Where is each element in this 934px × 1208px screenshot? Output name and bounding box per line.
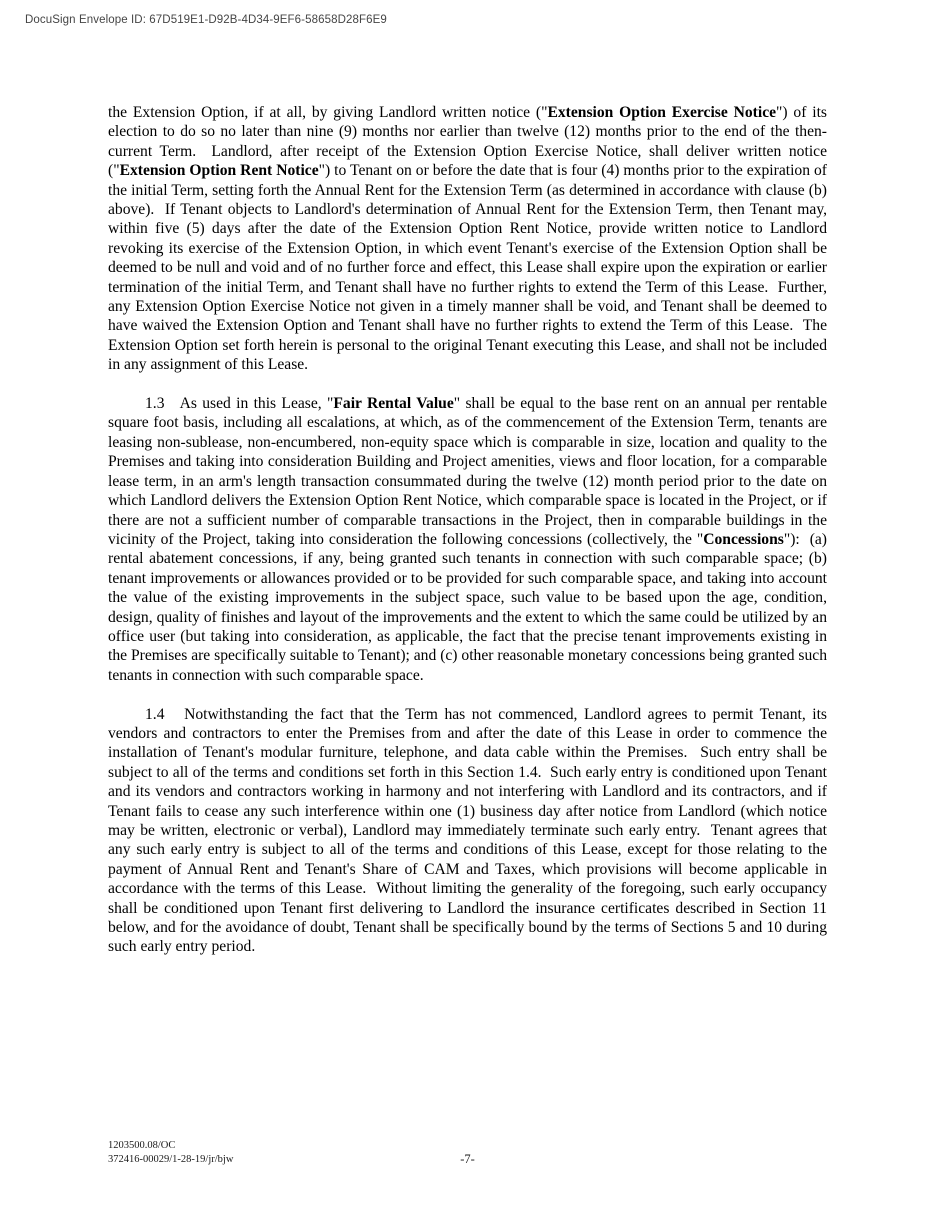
text-run: 1.3 As used in this Lease, " bbox=[145, 395, 334, 413]
paragraph bbox=[108, 705, 831, 957]
defined-term: Concessions bbox=[703, 530, 784, 548]
text-run: the Extension Option, if at all, by giving Landlord written notice (" bbox=[108, 104, 548, 121]
defined-term: Extension Option Exercise Notice bbox=[547, 104, 777, 121]
text-run: 1.4 Notwithstanding the fact that the Term has not commenced, Landlord agrees to permit Tenant, its vendors and contractors to enter the Premises from and after the date of this Lease in order to commence the installation of Tenant's modular furniture, telephone, and data cable within the Premises. Such entry shall be subject to all of the terms and conditions set forth in this Section 1.4. Such early entry is conditioned upon Tenant and its vendors and contractors working in harmony and not interfering with Landlord and its contractors, and if Tenant fails to cease any such interference within one (1) business day after notice from Landlord (which notice may be written, electronic or verbal), Landlord may immediately terminate such early entry. Tenant agrees that any such early entry is subject to all of the terms and conditions of this Lease, except for those relating to the payment of Annual Rent and Tenant's Share of CAM and Taxes, which provisions will become applicable in accordance with the terms of this Lease. Without limiting the generality of the foregoing, such early occupancy shall be conditioned upon Tenant first delivering to Landlord the insurance certificates described in Section 11 below, and for the avoidance of doubt, Tenant shall be specifically bound by the terms of Sections 5 and 10 during such early entry period. bbox=[108, 705, 831, 956]
defined-term: Fair Rental Value bbox=[333, 395, 454, 413]
text-run: ") of its election to do so no later than nine (9) months nor earlier than twelve (12) months prior to the end of the then-current Term. Landlord, after receipt of the Extension Option Exercise Notice, shall deliver written notice (" bbox=[108, 104, 831, 180]
paragraph bbox=[108, 103, 831, 375]
page-number: -7- bbox=[460, 1152, 475, 1166]
footer-matter-number: 1203500.08/OC bbox=[108, 1140, 176, 1151]
docusign-envelope-id: DocuSign Envelope ID: 67D519E1-D92B-4D34-9EF6-58658D28F6E9 bbox=[25, 14, 387, 26]
footer-file-reference: 372416-00029/1-28-19/jr/bjw bbox=[108, 1153, 234, 1165]
paragraph bbox=[108, 394, 831, 685]
defined-term: Extension Option Rent Notice bbox=[119, 162, 319, 180]
text-run: "): (a) rental abatement concessions, if any, being granted such tenants in connection with such comparable space; (b) tenant improvements or allowances provided or to be provided for such comparable space, and taking into account the value of the existing improvements in the subject space, such value to be based upon the age, condition, design, quality of finishes and layout of the improvements and the extent to which the same could be utilized by an office user (but taking into consideration, as applicable, the fact that the precise tenant improvements existing in the Premises are specifically suitable to Tenant); and (c) other reasonable monetary concessions being granted such tenants in connection with such comparable space. bbox=[108, 530, 831, 684]
text-run: " shall be equal to the base rent on an annual per rentable square foot basis, including all escalations, at which, as of the commencement of the Extension Term, tenants are leasing non-sublease, non-encumbered, non-equity space which is comparable in size, location and quality to the Premises and taking into consideration Building and Project amenities, views and floor location, for a comparable lease term, in an arm's length transaction consummated during the twelve (12) month period prior to the date on which Landlord delivers the Extension Option Rent Notice, which comparable space is located in the Project, or if there are not a sufficient number of comparable transactions in the Project, then in comparable buildings in the vicinity of the Project, taking into consideration the following concessions (collectively, the " bbox=[108, 395, 831, 548]
document-body bbox=[108, 103, 831, 976]
text-run: ") to Tenant on or before the date that is four (4) months prior to the expiration of the initial Term, setting forth the Annual Rent for the Extension Term (as determined in accordance with clause (b) above). If Tenant objects to Landlord's determination of Annual Rent for the Extension Term, then Tenant may, within five (5) days after the date of the Extension Option Rent Notice, provide written notice to Landlord revoking its exercise of the Extension Option, in which event Tenant's exercise of the Extension Option shall be deemed to be null and void and of no further force and effect, this Lease shall expire upon the expiration or earlier termination of the initial Term, and Tenant shall have no further rights to extend the Term of this Lease. Further, any Extension Option Exercise Notice not given in a timely manner shall be void, and Tenant shall be deemed to have waived the Extension Option and Tenant shall have no further rights to extend the Term of this Lease. The Extension Option set forth herein is personal to the original Tenant executing this Lease, and shall not be included in any assignment of this Lease. bbox=[108, 162, 831, 374]
